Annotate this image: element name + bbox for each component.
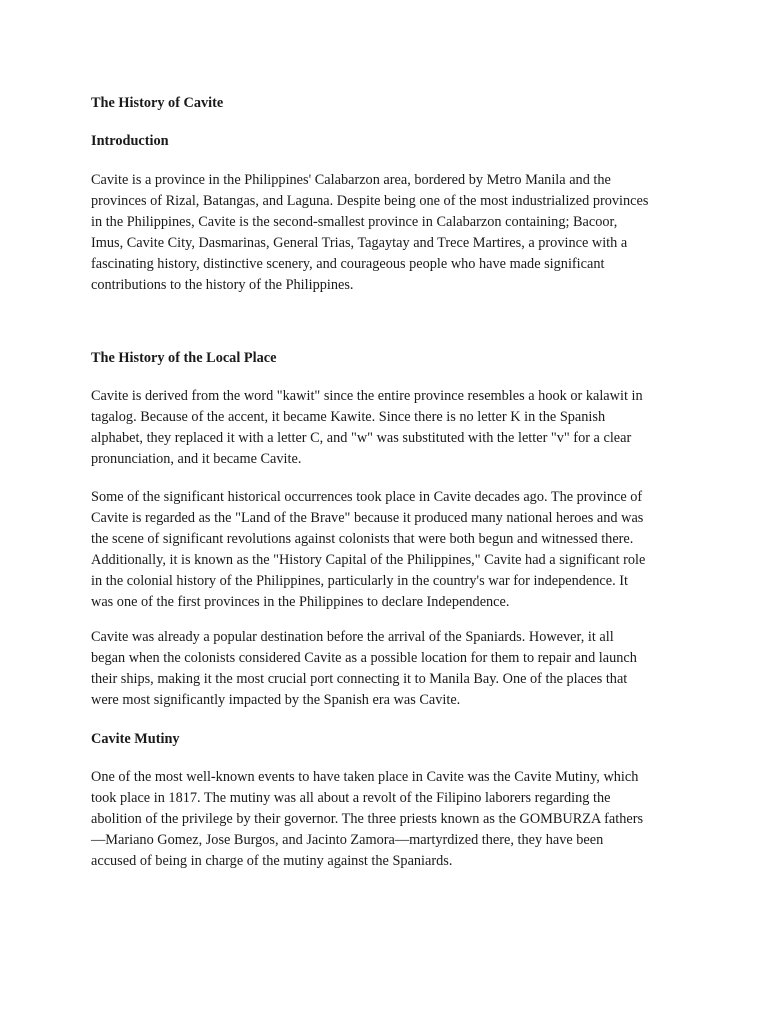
paragraph-line: alphabet, they replaced it with a letter C, and "w" was substituted with the letter "v" for a clear <box>91 430 632 446</box>
paragraph-line: took place in 1817. The mutiny was all about a revolt of the Filipino laborers regarding the <box>91 790 611 806</box>
paragraph-line: Cavite is a province in the Philippines' Calabarzon area, bordered by Metro Manila and the <box>91 172 611 188</box>
paragraph-line: Cavite was already a popular destination before the arrival of the Spaniards. However, it all <box>91 629 614 645</box>
paragraph-line: Cavite is derived from the word "kawit" since the entire province resembles a hook or kalawit in <box>91 388 643 404</box>
paragraph-line: fascinating history, distinctive scenery, and courageous people who have made significant <box>91 256 605 272</box>
section-heading-local-history: The History of the Local Place <box>91 350 277 366</box>
paragraph-line: abolition of the privilege by their governor. The three priests known as the GOMBURZA fathers <box>91 811 644 827</box>
paragraph-line: the scene of significant revolutions against colonists that were both begun and witnessed there. <box>91 531 634 547</box>
paragraph-historical-occurrences <box>91 487 691 613</box>
paragraph-line: Some of the significant historical occurrences took place in Cavite decades ago. The province of <box>91 489 643 505</box>
section-heading-introduction: Introduction <box>91 133 169 149</box>
paragraph-origin-of-name <box>91 386 691 470</box>
paragraph-line: Cavite is regarded as the "Land of the Brave" because it produced many national heroes and was <box>91 510 644 526</box>
paragraph-line: contributions to the history of the Philippines. <box>91 277 354 293</box>
paragraph-line: pronunciation, and it became Cavite. <box>91 451 302 467</box>
section-heading-cavite-mutiny: Cavite Mutiny <box>91 731 180 747</box>
document-title: The History of Cavite <box>91 95 224 111</box>
paragraph-line: their ships, making it the most crucial port connecting it to Manila Bay. One of the places that <box>91 671 628 687</box>
paragraph-line: tagalog. Because of the accent, it became Kawite. Since there is no letter K in the Spanish <box>91 409 606 425</box>
paragraph-introduction <box>91 170 691 296</box>
paragraph-line: One of the most well-known events to have taken place in Cavite was the Cavite Mutiny, which <box>91 769 639 785</box>
paragraph-line: in the colonial history of the Philippines, particularly in the country's war for independence. It <box>91 573 628 589</box>
paragraph-line: in the Philippines, Cavite is the second-smallest province in Calabarzon containing; Bacoor, <box>91 214 618 230</box>
paragraph-line: Imus, Cavite City, Dasmarinas, General Trias, Tagaytay and Trece Martires, a province with a <box>91 235 628 251</box>
paragraph-line: accused of being in charge of the mutiny against the Spaniards. <box>91 853 453 869</box>
paragraph-line: began when the colonists considered Cavite as a possible location for them to repair and launch <box>91 650 637 666</box>
paragraph-line: provinces of Rizal, Batangas, and Laguna. Despite being one of the most industrialized provinces <box>91 193 649 209</box>
paragraph-line: were most significantly impacted by the Spanish era was Cavite. <box>91 692 461 708</box>
paragraph-line: Additionally, it is known as the "History Capital of the Philippines," Cavite had a significant role <box>91 552 646 568</box>
paragraph-cavite-mutiny <box>91 767 691 872</box>
paragraph-spanish-era <box>91 627 691 711</box>
paragraph-line: was one of the first provinces in the Philippines to declare Independence. <box>91 594 510 610</box>
paragraph-line: —Mariano Gomez, Jose Burgos, and Jacinto Zamora—martyrdized there, they have been <box>91 832 604 848</box>
